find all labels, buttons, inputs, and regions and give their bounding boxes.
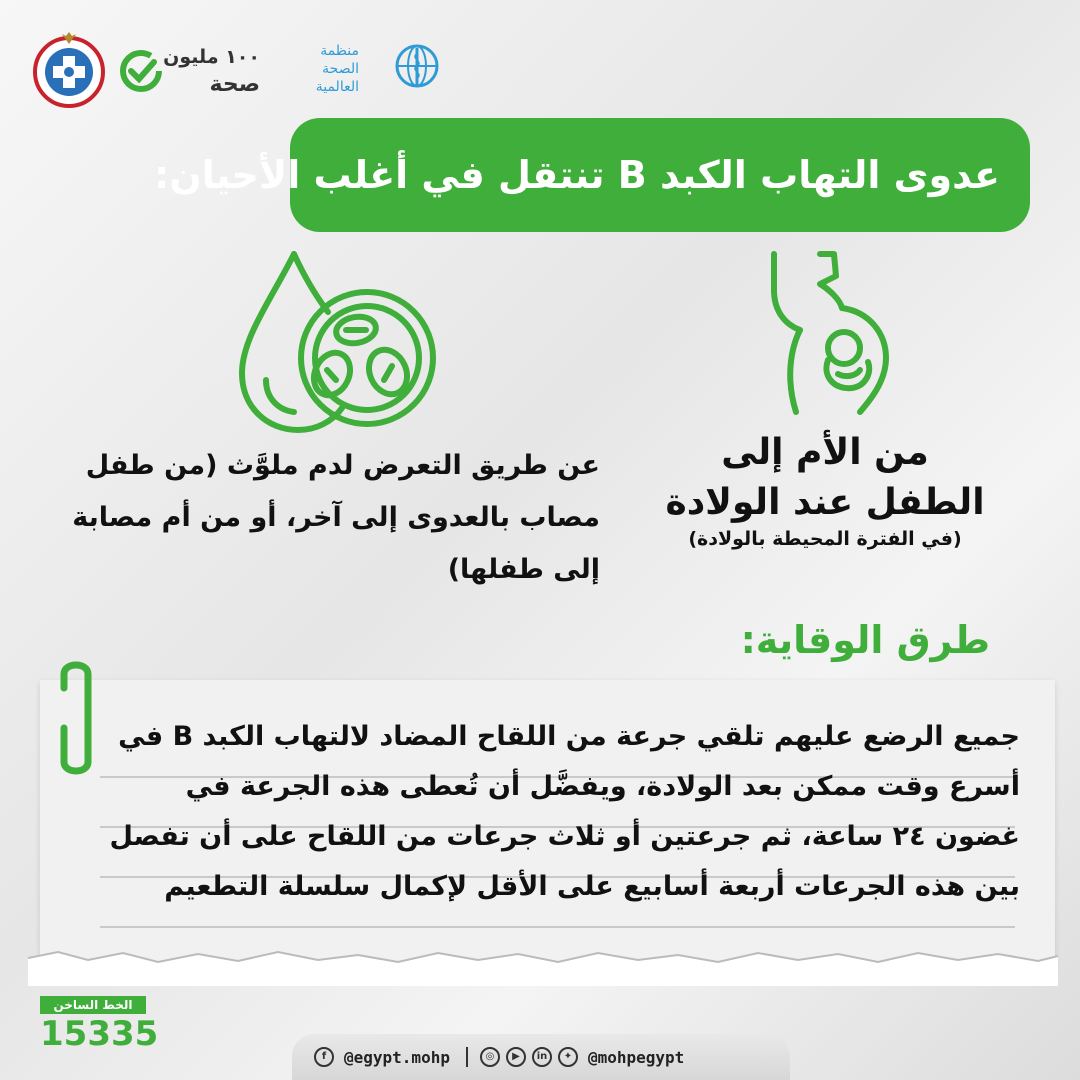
- social-divider: [466, 1047, 468, 1067]
- who-emblem-icon: [391, 40, 443, 92]
- youtube-icon[interactable]: ▶: [506, 1047, 526, 1067]
- torn-paper-edge: [28, 950, 1058, 986]
- 100-million-health-logo: [120, 46, 260, 106]
- who-line1: منظمة: [320, 43, 359, 59]
- m100-bottom-text: صحة: [209, 72, 260, 97]
- prevention-title: طرق الوقاية:: [740, 618, 990, 662]
- m100-top-text: ١٠٠ مليون: [163, 46, 260, 68]
- instagram-icon[interactable]: ◎: [480, 1047, 500, 1067]
- twitter-icon[interactable]: ✦: [558, 1047, 578, 1067]
- hotline-number[interactable]: 15335: [40, 1014, 159, 1054]
- who-logo: [278, 40, 443, 95]
- social-handle[interactable]: @mohpegypt: [587, 1047, 685, 1067]
- mother-transmission-subtitle: (في الفترة المحيطة بالولادة): [688, 528, 962, 550]
- blood-drop-cells-icon: [232, 248, 442, 438]
- who-name: [278, 42, 359, 96]
- checkmark-icon: [118, 48, 164, 94]
- binder-ring-icon: [52, 658, 94, 778]
- blood-transmission-text: عن طريق التعرض لدم ملوَّث (من طفل مصاب بالعدوى إلى آخر، أو من أم مصابة إلى طفلها): [72, 450, 600, 585]
- pregnant-mother-icon: [760, 250, 900, 418]
- paper-rule: [100, 926, 1015, 928]
- who-line2: الصحة العالمية: [315, 61, 359, 95]
- hotline-label: الخط الساخن: [40, 996, 146, 1014]
- social-bar: [292, 1034, 790, 1080]
- mohp-logo: [30, 30, 108, 108]
- banner-title: عدوى التهاب الكبد B تنتقل في أغلب الأحيان:: [154, 153, 1000, 197]
- prevention-text: جميع الرضع عليهم تلقي جرعة من اللقاح المضاد لالتهاب الكبد B في أسرع وقت ممكن بعد الولادة، ويفضَّل أن تُعطى هذه الجرعة في غضون ٢٤ ساعة، ثم جرعتين أو ثلاث جرعات من اللقاح على أن تفصل بين هذه الجرعات أربعة أسابيع على الأقل لإكمال سلسلة التطعيم: [109, 721, 1020, 902]
- facebook-handle[interactable]: @egypt.mohp: [344, 1047, 450, 1067]
- title-banner: [154, 118, 1030, 232]
- linkedin-icon[interactable]: in: [532, 1047, 552, 1067]
- mother-transmission-title: من الأم إلى الطفل عند الولادة: [665, 432, 985, 523]
- facebook-icon[interactable]: f: [314, 1047, 334, 1067]
